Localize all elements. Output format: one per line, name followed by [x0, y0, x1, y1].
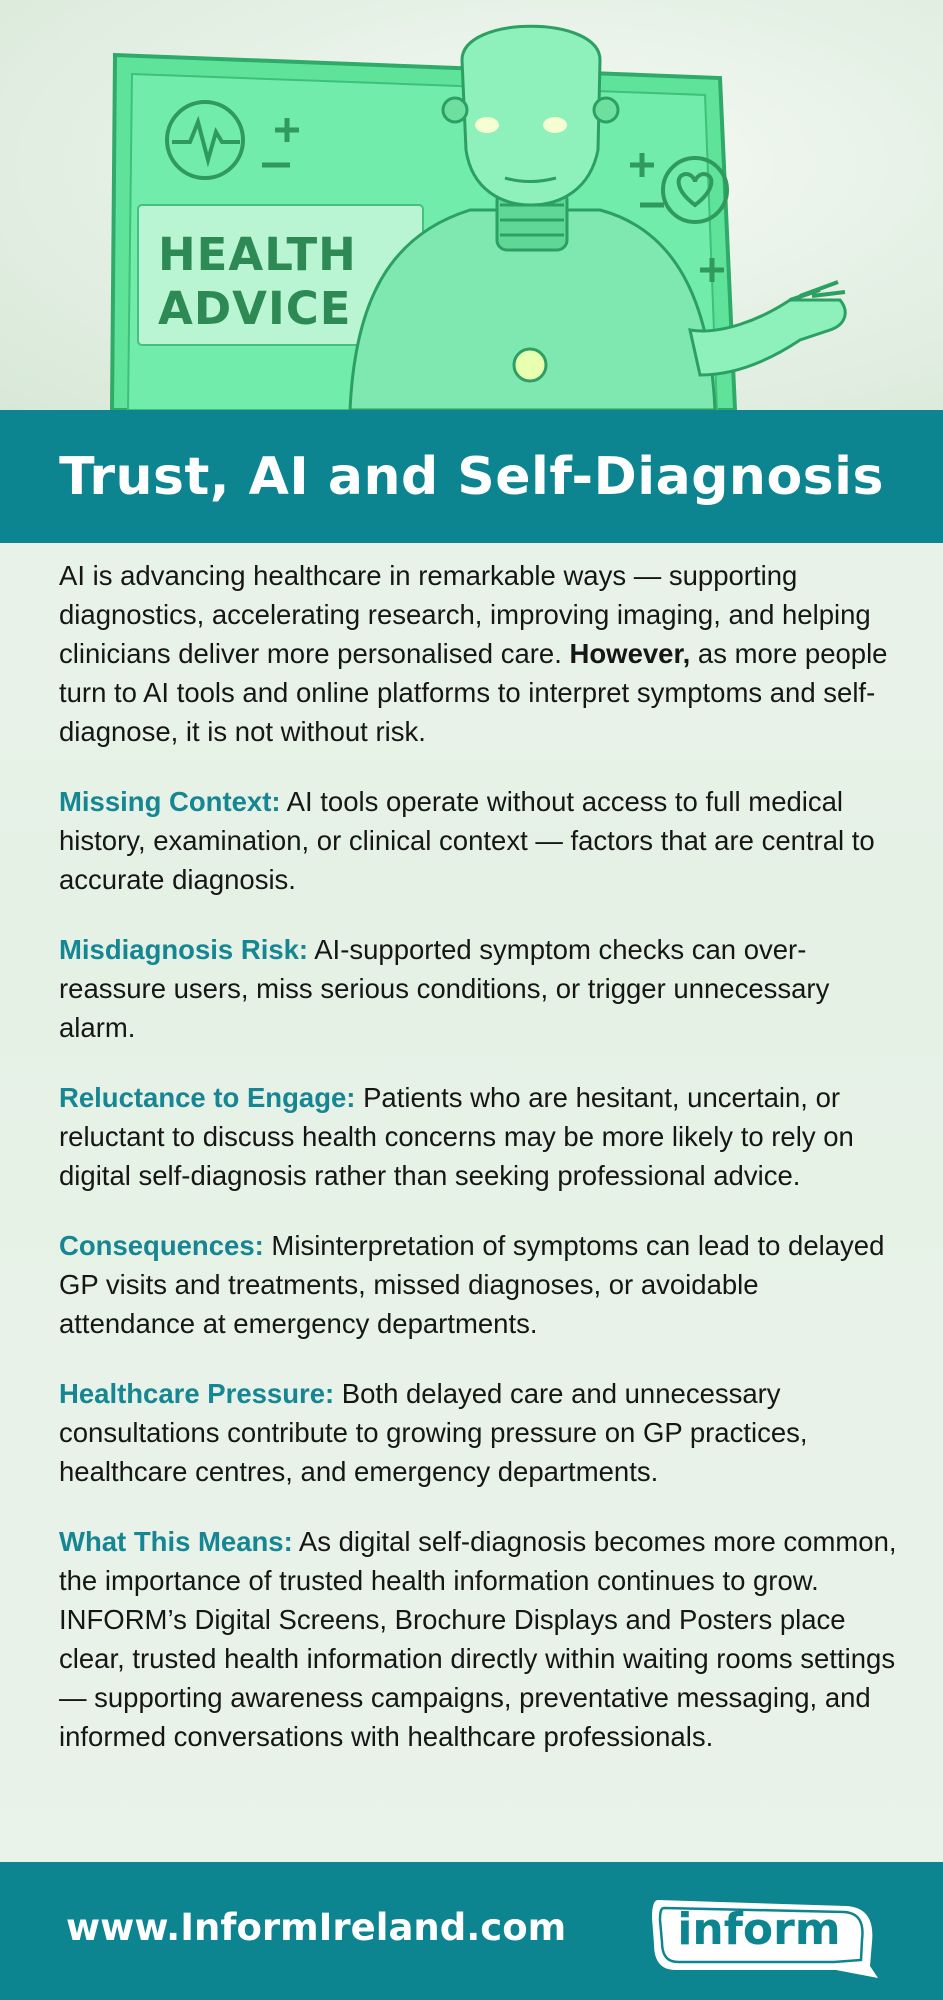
logo-wordmark: inform [677, 1904, 841, 1955]
section-consequences [59, 1226, 899, 1343]
section-heading: Consequences: [59, 1230, 264, 1261]
intro-bold: However, [569, 638, 691, 669]
intro-text-after: as more people turn to AI tools and online platforms to interpret symptoms and self-diagnose, it is not without risk. [59, 638, 888, 747]
hero-illustration [0, 0, 943, 410]
section-text: As digital self-diagnosis becomes more common, the importance of trusted health information continues to grow. INFORM’s Digital Screens, Brochure Displays and Posters place clear, trusted health information directly within waiting rooms settings — supporting awareness campaigns, preventative messaging, and informed conversations with healthcare professionals. [59, 1526, 897, 1752]
sign-line-health: HEALTH [158, 228, 357, 281]
section-text: Misinterpretation of symptoms can lead to delayed GP visits and treatments, missed diagnoses, or avoidable attendance at emergency departments. [59, 1230, 885, 1339]
section-healthcare-pressure [59, 1374, 899, 1491]
website-link[interactable]: www.InformIreland.com [66, 1906, 567, 1949]
title-banner [0, 410, 943, 543]
inform-logo [646, 1892, 878, 1980]
sign-text [158, 228, 418, 336]
footer-bar [0, 1862, 943, 2000]
section-heading: What This Means: [59, 1526, 293, 1557]
section-heading: Reluctance to Engage: [59, 1082, 356, 1113]
page-title: Trust, AI and Self-Diagnosis [59, 446, 884, 507]
section-text: Both delayed care and unnecessary consultations contribute to growing pressure on GP practices, healthcare centres, and emergency departments. [59, 1378, 808, 1487]
section-text: AI-supported symptom checks can over-reassure users, miss serious conditions, or trigger unnecessary alarm. [59, 934, 830, 1043]
article-body [59, 556, 899, 1787]
hero-artwork [0, 0, 943, 410]
section-heading: Healthcare Pressure: [59, 1378, 335, 1409]
section-heading: Misdiagnosis Risk: [59, 934, 309, 965]
sign-line-advice: ADVICE [158, 282, 352, 335]
section-what-this-means [59, 1522, 899, 1756]
intro-paragraph [59, 556, 899, 751]
section-text: Patients who are hesitant, uncertain, or reluctant to discuss health concerns may be more likely to rely on digital self-diagnosis rather than seeking professional advice. [59, 1082, 854, 1191]
intro-text-before: AI is advancing healthcare in remarkable ways — supporting diagnostics, accelerating research, improving imaging, and helping clinicians deliver more personalised care. [59, 560, 871, 669]
section-misdiagnosis-risk [59, 930, 899, 1047]
section-text: AI tools operate without access to full medical history, examination, or clinical context — factors that are central to accurate diagnosis. [59, 786, 875, 895]
section-heading: Missing Context: [59, 786, 281, 817]
section-reluctance-to-engage [59, 1078, 899, 1195]
section-missing-context [59, 782, 899, 899]
